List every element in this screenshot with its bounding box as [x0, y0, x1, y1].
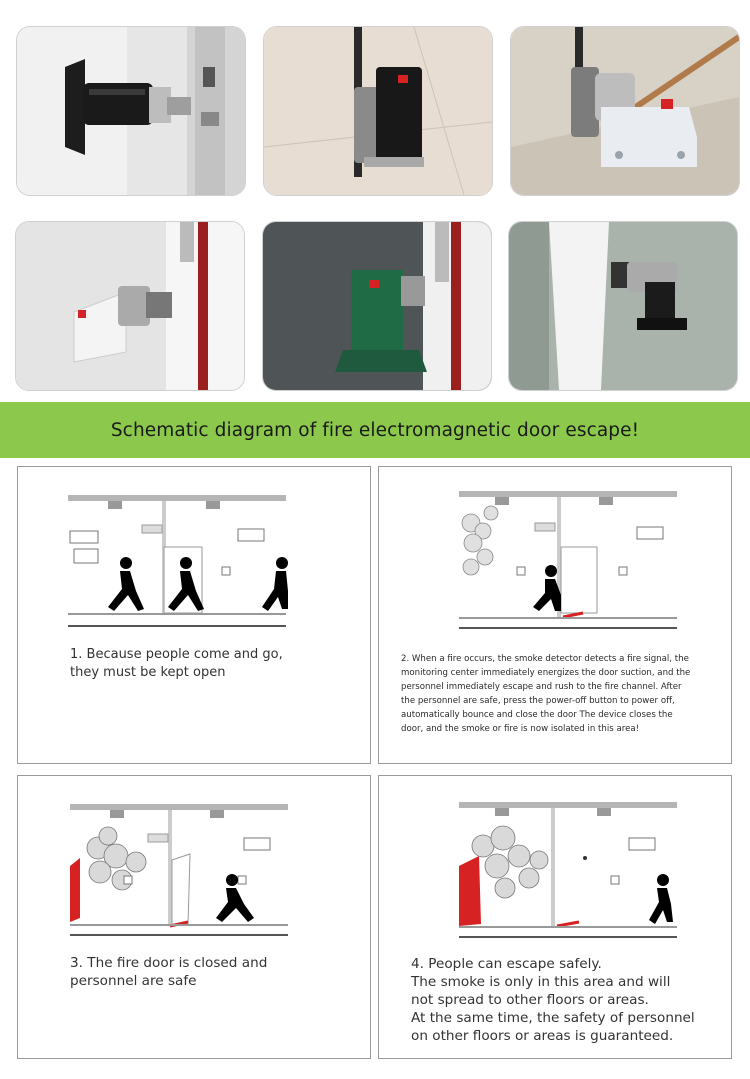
product-photo-2 — [263, 26, 493, 196]
product-photo-5 — [262, 221, 492, 391]
step-caption-4 — [411, 955, 695, 1045]
caption-line: At the same time, the safety of personnel — [411, 1010, 695, 1026]
caption-line: 1. Because people come and go, — [70, 647, 283, 662]
caption-line: 3. The fire door is closed and — [70, 955, 268, 971]
banner-title: Schematic diagram of fire electromagnetic door escape! — [110, 419, 640, 441]
product-photo-4 — [15, 221, 245, 391]
step-panel-4 — [378, 775, 732, 1059]
caption-line: they must be kept open — [70, 665, 226, 680]
scene-illustration-2 — [379, 467, 731, 647]
step-caption-1 — [70, 646, 283, 682]
runner-icon-6 — [649, 874, 673, 924]
caption-line: on other floors or areas is guaranteed. — [411, 1028, 674, 1044]
caption-line: the personnel are safe, press the power-off button to power off, — [401, 696, 675, 706]
red-arrow-icon — [563, 613, 583, 617]
product-photo-1 — [16, 26, 246, 196]
caption-line: The smoke is only in this area and will — [411, 974, 671, 990]
step-caption-2 — [401, 652, 690, 736]
scene-illustration-4 — [379, 776, 731, 956]
scene-illustration-3 — [18, 776, 370, 956]
smoke-cloud-icon — [87, 827, 146, 890]
caption-line: personnel immediately escape and rush to the fire channel. After — [401, 682, 682, 692]
runner-icon-1 — [108, 557, 144, 611]
caption-line: 2. When a fire occurs, the smoke detector detects a fire signal, the — [401, 654, 689, 664]
step-panel-1 — [17, 466, 371, 764]
product-photo-6 — [508, 221, 738, 391]
caption-line: not spread to other floors or areas. — [411, 992, 649, 1008]
caption-line: monitoring center immediately energizes the door suction, and the — [401, 668, 691, 678]
caption-line: 4. People can escape safely. — [411, 956, 602, 972]
step-panel-3 — [17, 775, 371, 1059]
runner-icon-5 — [216, 874, 254, 922]
title-banner — [0, 402, 750, 458]
caption-line: door, and the smoke or fire is now isolated in this area! — [401, 724, 640, 734]
step-panel-2 — [378, 466, 732, 764]
caption-line: personnel are safe — [70, 973, 197, 989]
smoke-cloud-icon — [472, 826, 548, 898]
red-arrow-icon — [557, 922, 579, 926]
caption-line: automatically bounce and close the door The device closes the — [401, 710, 673, 720]
product-photo-3 — [510, 26, 740, 196]
scene-illustration-1 — [18, 467, 370, 647]
step-caption-3 — [70, 954, 267, 990]
runner-icon-4 — [533, 565, 561, 611]
smoke-cloud-icon — [462, 506, 498, 575]
runner-icon-3 — [262, 557, 288, 611]
